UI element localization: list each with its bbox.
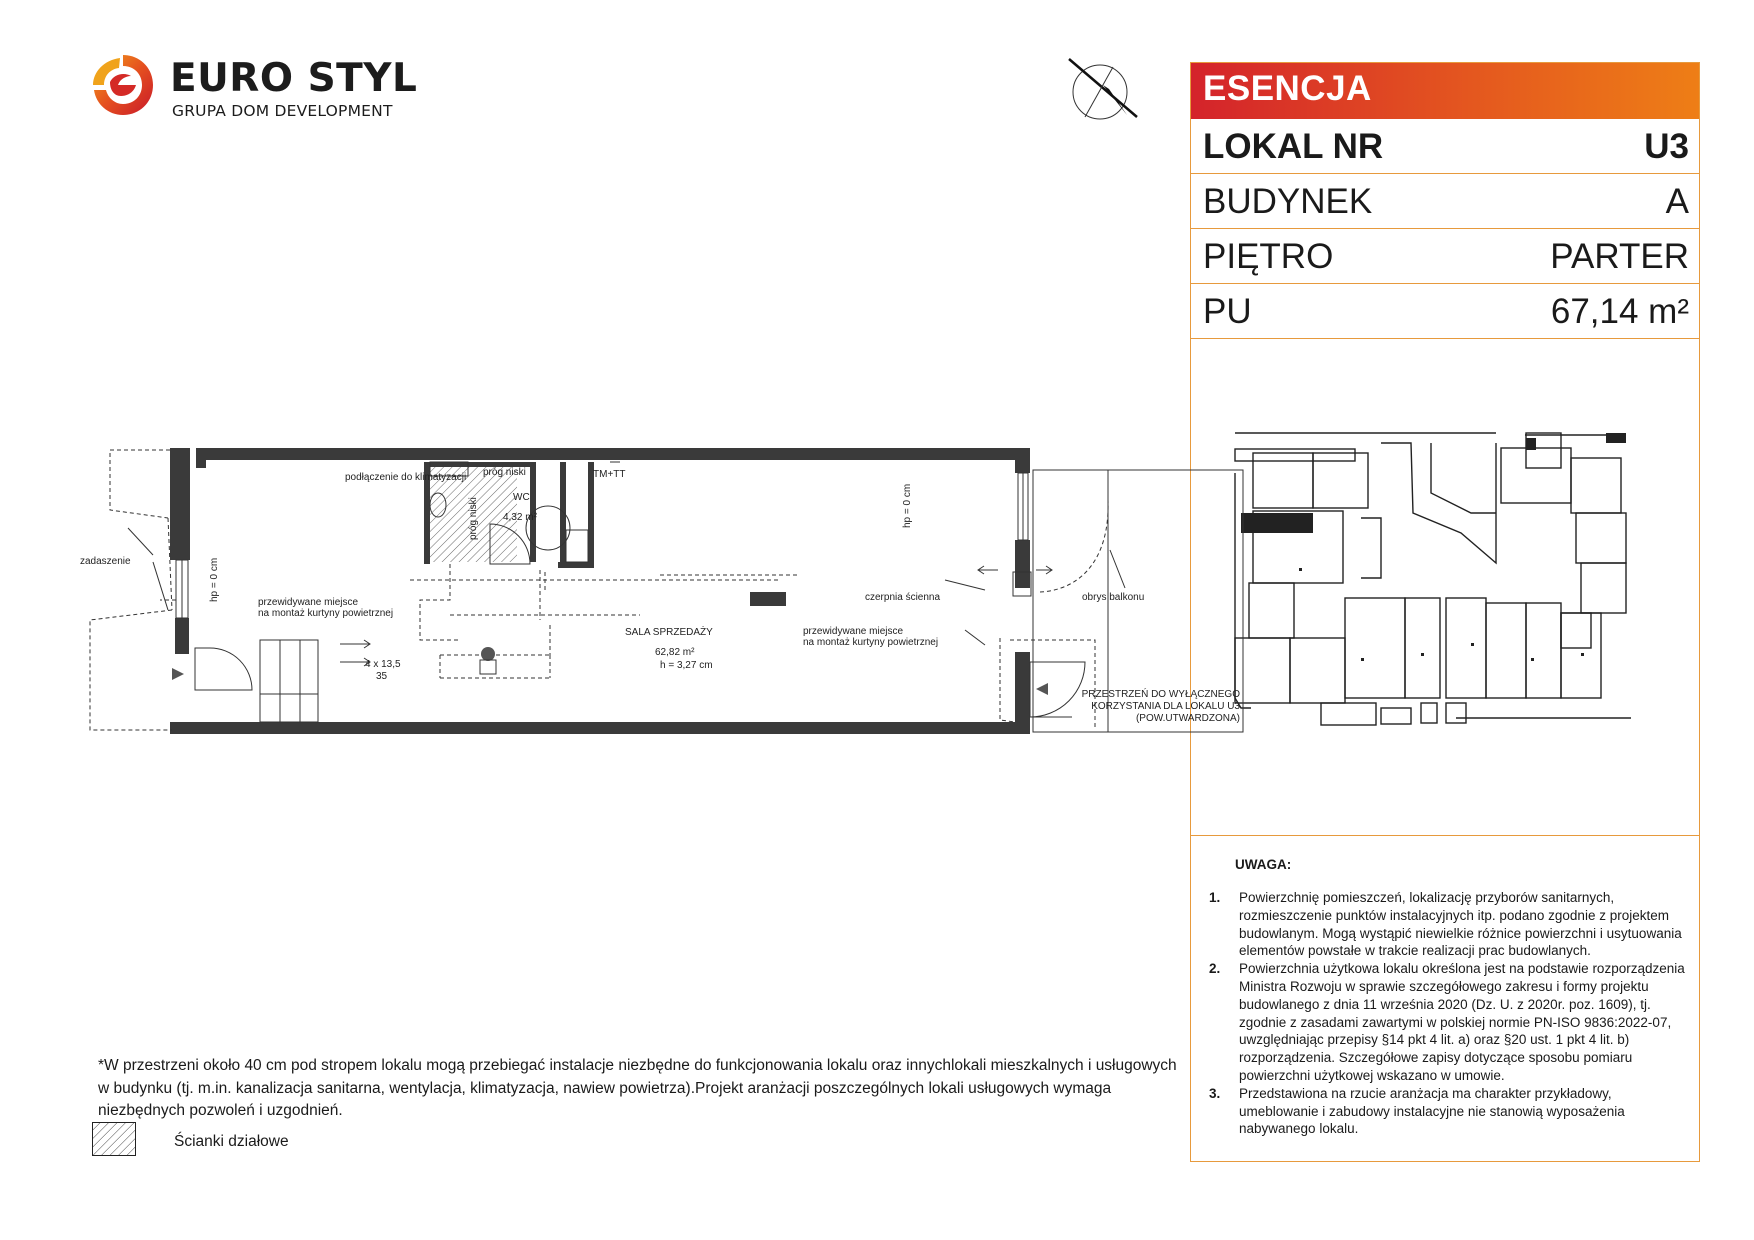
row-label: PIĘTRO	[1203, 237, 1334, 276]
label-kurtyna-left-2: na montaż kurtyny powietrznej	[258, 608, 394, 619]
row-label: LOKAL NR	[1203, 127, 1384, 166]
hatch-swatch-icon	[92, 1122, 136, 1156]
north-arrow-icon	[1065, 55, 1145, 125]
panel-divider	[1191, 835, 1699, 836]
label-kurtyna-left-1: przewidywane miejsce	[258, 597, 359, 608]
eurostyl-logo-icon	[90, 52, 156, 118]
row-value: U3	[1644, 127, 1689, 166]
note-item	[1209, 960, 1689, 1085]
note-text: Przedstawiona na rzucie aranżacja ma charakter przykładowy, umeblowanie i zabudowy instalacyjne nie stanowią wyposażenia nabywanego lokalu.	[1239, 1085, 1625, 1137]
label-hp-right: hp = 0 cm	[902, 483, 913, 528]
row-value: PARTER	[1550, 237, 1689, 276]
info-panel	[1190, 62, 1700, 1162]
label-zadaszenie: zadaszenie	[80, 556, 131, 567]
row-pietro	[1191, 229, 1699, 284]
floor-plan-diagram	[80, 440, 1240, 750]
label-sala-name: SALA SPRZEDAŻY	[625, 627, 713, 638]
label-wc-area: 4,32 m²	[503, 512, 537, 523]
row-value: A	[1665, 182, 1689, 221]
label-obrys: obrys balkonu	[1082, 592, 1145, 603]
label-excl-1: PRZESTRZEŃ DO WYŁĄCZNEGO	[1081, 689, 1240, 700]
row-value: 67,14 m²	[1550, 292, 1689, 331]
label-prog-niski-side: próg niski	[468, 497, 479, 540]
note-item	[1209, 1085, 1689, 1138]
label-klima: podłączenie do klimatyzacji	[345, 472, 467, 483]
note-number: 1.	[1209, 890, 1221, 905]
label-prog-niski-top: próg niski	[483, 467, 526, 478]
label-excl-2: KORZYSTANIA DLA LOKALU U3	[1091, 701, 1240, 712]
label-sala-area: 62,82 m²	[655, 647, 695, 658]
note-text: Powierzchnię pomieszczeń, lokalizację przyborów sanitarnych, rozmieszczenie punktów instalacyjnych itp. podano zgodnie z projektem budowlanym. Mogą wystąpić niewielkie różnice powierzchni i usytuowania elementów powstałe w trakcie realizacji prac budowlanych.	[1239, 890, 1682, 959]
note-number: 3.	[1209, 1085, 1221, 1101]
label-stairs-2: 35	[376, 671, 388, 682]
row-budynek	[1191, 174, 1699, 229]
note-number: 2.	[1209, 961, 1221, 977]
label-stairs-1: 4 x 13,5	[365, 659, 401, 670]
label-excl-3: (POW.UTWARDZONA)	[1135, 713, 1240, 724]
brand-name: EURO STYL	[170, 56, 418, 101]
label-kurtyna-right-1: przewidywane miejsce	[803, 626, 904, 637]
label-tm-tt: TM+TT	[593, 469, 626, 480]
note-item	[1209, 889, 1689, 960]
estate-name: ESENCJA	[1203, 69, 1372, 108]
brand-logo	[90, 52, 418, 128]
row-pu	[1191, 284, 1699, 339]
brand-subtitle: GRUPA DOM DEVELOPMENT	[172, 102, 393, 120]
legend-label: Ścianki działowe	[174, 1133, 289, 1150]
footnote: *W przestrzeni około 40 cm pod stropem lokalu mogą przebiegać instalacje niezbędne do funkcjonowania lokalu oraz innychlokali mieszkalnych i usługowych w budynku (tj. m.in. kanalizacja sanitarna, wentylacja, klimatyzacja, nawiew powietrza).Projekt aranżacji poszczególnych lokali usługowych wymaga niezbędnych pozwoleń i uzgodnień.	[98, 1057, 1177, 1119]
label-kurtyna-right-2: na montaż kurtyny powietrznej	[803, 637, 939, 648]
notes-title: UWAGA:	[1235, 857, 1292, 872]
notes-list	[1209, 889, 1689, 1138]
row-label: BUDYNEK	[1203, 182, 1373, 221]
row-label: PU	[1203, 292, 1252, 331]
site-plan-diagram	[1221, 413, 1641, 743]
panel-header	[1191, 63, 1699, 119]
note-text: Powierzchnia użytkowa lokalu określona jest na podstawie rozporządzenia Ministra Rozwoju w sprawie szczegółowego zakresu i formy projektu budowlanego z dnia 11 września 2020 (Dz. U. z 2020r. poz. 1609), tj. zgodnie z zasadami zawartymi w polskiej normie PN-ISO 9836:2022-07, uwzględniając przepisy §14 pkt 4 lit. a) oraz §20 ust. 1 pkt 4 lit. b) rozporządzenia. Szczegółowe zapisy dotyczące sposobu pomiaru powierzchni użytkowej wskazano w umowie.	[1239, 961, 1685, 1083]
label-wc-name: WC	[513, 492, 530, 503]
row-lokal	[1191, 119, 1699, 174]
label-hp-left: hp = 0 cm	[209, 557, 220, 602]
label-czerpnia: czerpnia ścienna	[865, 592, 941, 603]
label-sala-height: h = 3,27 cm	[660, 660, 713, 671]
